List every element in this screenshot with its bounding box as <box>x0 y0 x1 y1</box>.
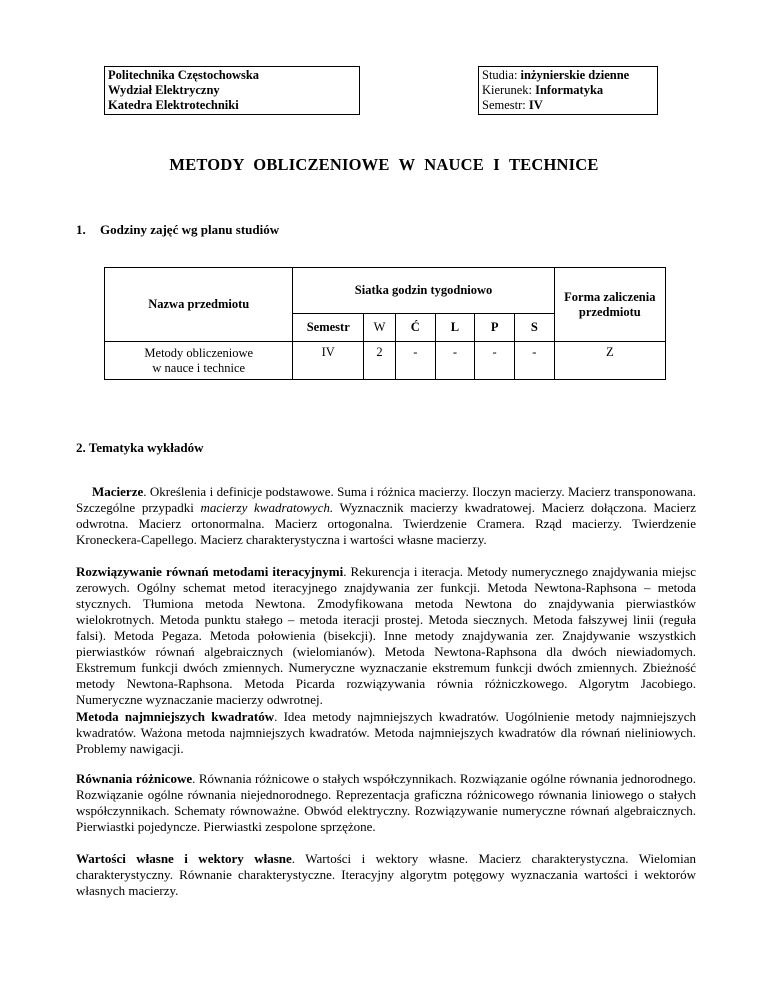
l-cell: - <box>435 342 475 380</box>
field-of-study: Kierunek: Informatyka <box>482 83 604 97</box>
subheader-p: P <box>475 314 515 342</box>
study-info-box <box>478 66 658 115</box>
subheader-c: Ć <box>395 314 435 342</box>
subject-name-cell: Metody obliczeniowe w nauce i technice <box>105 342 293 380</box>
department-name: Katedra Elektrotechniki <box>108 98 239 112</box>
assessment-form-cell: Z <box>554 342 665 380</box>
study-type: Studia: inżynierskie dzienne <box>482 68 630 82</box>
paragraph-eigenvalues: Wartości własne i wektory własne. Wartości i wektory własne. Macierz charakterystyczna. Wielomian charakterystyczny. Równanie charakterystyczne. Iteracyjny algorytm potęgowy wyznaczania wartości i wektorów własnych macierzy. <box>76 851 696 898</box>
semester-info: Semestr: IV <box>482 98 543 112</box>
university-name: Politechnika Częstochowska <box>108 68 260 82</box>
c-cell: - <box>395 342 435 380</box>
section-1-heading <box>76 222 279 238</box>
faculty-name: Wydział Elektryczny <box>108 83 220 97</box>
w-cell: 2 <box>364 342 396 380</box>
p-cell: - <box>475 342 515 380</box>
section-2-heading: 2. Tematyka wykładów <box>76 440 204 455</box>
subheader-s: S <box>514 314 554 342</box>
paragraph-difference-equations: Równania różnicowe. Równania różnicowe o stałych współczynnikach. Rozwiązanie ogólne równania jednorodnego. Rozwiązanie ogólne równania niejednorodnego. Reprezentacja graficzna różnicowego równania liniowego o stałych współczynnikach. Schematy równoważne. Obwód elektryczny. Rozwiązywanie numeryczne równań algebraicznych. Pierwiastki pojedyncze. Pierwiastki zespolone sprzężone. <box>76 771 696 834</box>
subheader-l: L <box>435 314 475 342</box>
paragraph-iterative-methods: Rozwiązywanie równań metodami iteracyjnymi. Rekurencja i iteracja. Metody numerycznego znajdywania miejsc zerowych. Ogólny schemat metod iteracyjnego znajdywania zer funkcji. Metoda Newtona-Raphsona – metoda stycznych. Tłumiona metoda Newtona. Zmodyfikowana metoda Newtona do znajdywania pierwiastków wielokrotnych. Metoda punktu stałego – metoda iteracji prostej. Metoda siecznych. Metoda fałszywej linii (reguła falsi). Metoda Pegaza. Metoda połowienia (bisekcji). Inne metody znajdywania zer. Znajdywanie wszystkich pierwiastków równań algebraicznych (wielomianów). Metoda Newtona-Raphsona dla dwóch niewiadomych. Ekstremum funkcji dwóch zmiennych. Numeryczne wyznaczanie ekstremum funkcji dwóch zmiennych. Zbieżność metody Newtona-Raphsona. Metoda Picarda rozwiązywania równia różniczkowego. Algorytm Jacobiego. Numeryczne wyznaczanie macierzy odwrotnej. <box>76 564 696 707</box>
header-subject-name: Nazwa przedmiotu <box>105 268 293 342</box>
paragraph-matrices: Macierze. Określenia i definicje podstawowe. Suma i różnica macierzy. Iloczyn macierzy. Macierz transponowana. Szczególne przypadki macierzy kwadratowych. Wyznacznik macierzy kwadratowej. Macierz dołączona. Macierz odwrotna. Macierz ortonormalna. Macierz ortogonalna. Twierdzenie Cramera. Rząd macierzy. Twierdzenie Kroneckera-Capellego. Macierz charakterystyczna i wartości własne macierzy. <box>76 484 696 547</box>
header-weekly-hours: Siatka godzin tygodniowo <box>293 268 554 314</box>
table-row <box>105 342 666 380</box>
subheader-w: W <box>364 314 396 342</box>
section-1-title: Godziny zajęć wg planu studiów <box>100 222 280 237</box>
page-title: METODY OBLICZENIOWE W NAUCE I TECHNICE <box>169 155 599 174</box>
subheader-semester: Semestr <box>293 314 364 342</box>
header-assessment-form: Forma zaliczenia przedmiotu <box>554 268 665 342</box>
institution-box <box>104 66 360 115</box>
s-cell: - <box>514 342 554 380</box>
paragraph-least-squares: Metoda najmniejszych kwadratów. Idea metody najmniejszych kwadratów. Uogólnienie metody najmniejszych kwadratów. Ważona metoda najmniejszych kwadratów. Metoda najmniejszych kwadratów dla równań nieliniowych. Problemy nawigacji. <box>76 709 697 756</box>
hours-table <box>104 267 666 380</box>
section-1-number: 1. <box>76 222 86 237</box>
semester-cell: IV <box>293 342 364 380</box>
